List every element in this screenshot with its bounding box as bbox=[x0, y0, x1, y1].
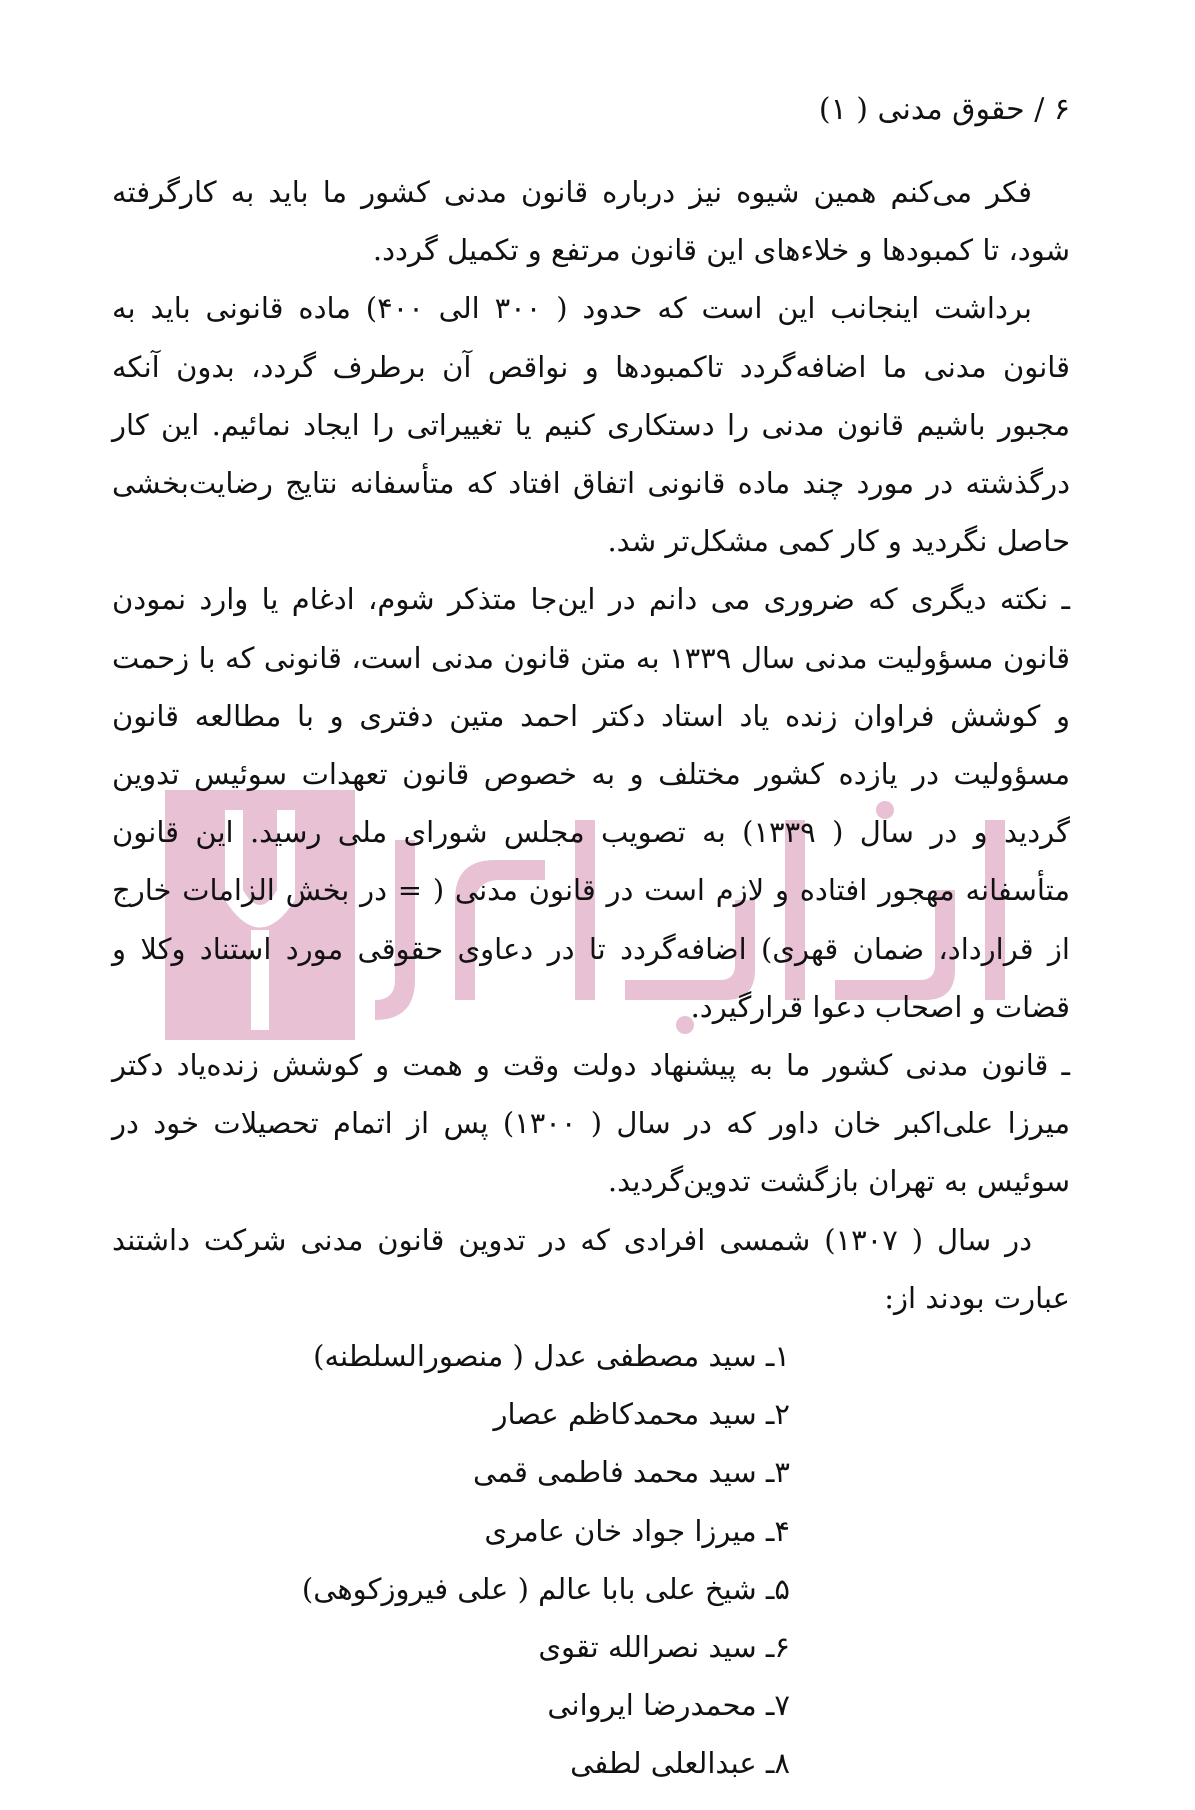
list-item: ۲ـ سید محمدکاظم عصار bbox=[493, 1397, 790, 1432]
paragraph: ـ قانون مدنی کشور ما به پیشنهاد دولت وقت و همت و کوشش زنده‌یاد دکتر میرزا علی‌اکبر خان داور که در سال ( ۱۳۰۰) پس از اتمام تحصیلات خود در سوئیس به تهران بازگشت تدوین‌گردید. bbox=[112, 1048, 1070, 1199]
list-item: ۳ـ سید محمد فاطمی قمی bbox=[473, 1455, 790, 1490]
list-item: ۱ـ سید مصطفی عدل ( منصورالسلطنه) bbox=[313, 1339, 790, 1374]
paragraph: در سال ( ۱۳۰۷) شمسی افرادی که در تدوین قانون مدنی شرکت داشتند عبارت بودند از: bbox=[112, 1222, 1070, 1315]
running-head: ۶ / حقوق مدنی ( ۱) bbox=[818, 92, 1070, 127]
list-item: ۸ـ عبدالعلی لطفی bbox=[570, 1746, 790, 1781]
paragraph: برداشت اینجانب این است که حدود ( ۳۰۰ الی ۴۰۰) ماده قانونی باید به قانون مدنی ما اضافه‌گردد تاکمبودها و نواقص آن برطرف گردد، بدون آنکه مجبور باشیم قانون مدنی را دستکاری کنیم یا تغییراتی را ایجاد نمائیم. این کار درگذشته در مورد چند ماده قانونی اتفاق افتاد که متأسفانه نتایج رضایت‌بخشی حاصل نگردید و کار کمی مشکل‌تر شد. bbox=[112, 291, 1070, 559]
list-item: ۵ـ شیخ علی بابا عالم ( علی فیروزکوهی) bbox=[301, 1571, 790, 1606]
main-text bbox=[112, 163, 1070, 1793]
drafting-members-list bbox=[112, 1327, 1070, 1793]
paragraph: ـ نکته دیگری که ضروری می دانم در این‌جا متذکر شوم، ادغام یا وارد نمودن قانون مسؤولیت مدنی سال ۱۳۳۹ به متن قانون مدنی است، قانونی که با زحمت و کوشش فراوان زنده یاد استاد دکتر احمد متین دفتری و با مطالعه قانون مسؤولیت در یازده کشور مختلف و به خصوص قانون تعهدات سوئیس تدوین گردید و در سال ( ۱۳۳۹) به تصویب مجلس شورای ملی رسید. این قانون متأسفانه مهجور افتاده و لازم است در قانون مدنی ( = در بخش الزامات خارج از قرارداد، ضمان قهری) اضافه‌گردد تا در دعاوی حقوقی مورد استناد وکلا و قضات و اصحاب دعوا قرارگیرد. bbox=[112, 582, 1070, 1024]
list-item: ۴ـ میرزا جواد خان عامری bbox=[484, 1513, 790, 1548]
list-item: ۶ـ سید نصرالله تقوی bbox=[538, 1630, 790, 1665]
list-item: ۷ـ محمدرضا ایروانی bbox=[547, 1688, 790, 1723]
paragraph: فکر می‌کنم همین شیوه نیز درباره قانون مدنی کشور ما باید به کارگرفته شود، تا کمبودها و خلاءهای این قانون مرتفع و تکمیل گردد. bbox=[112, 175, 1070, 268]
